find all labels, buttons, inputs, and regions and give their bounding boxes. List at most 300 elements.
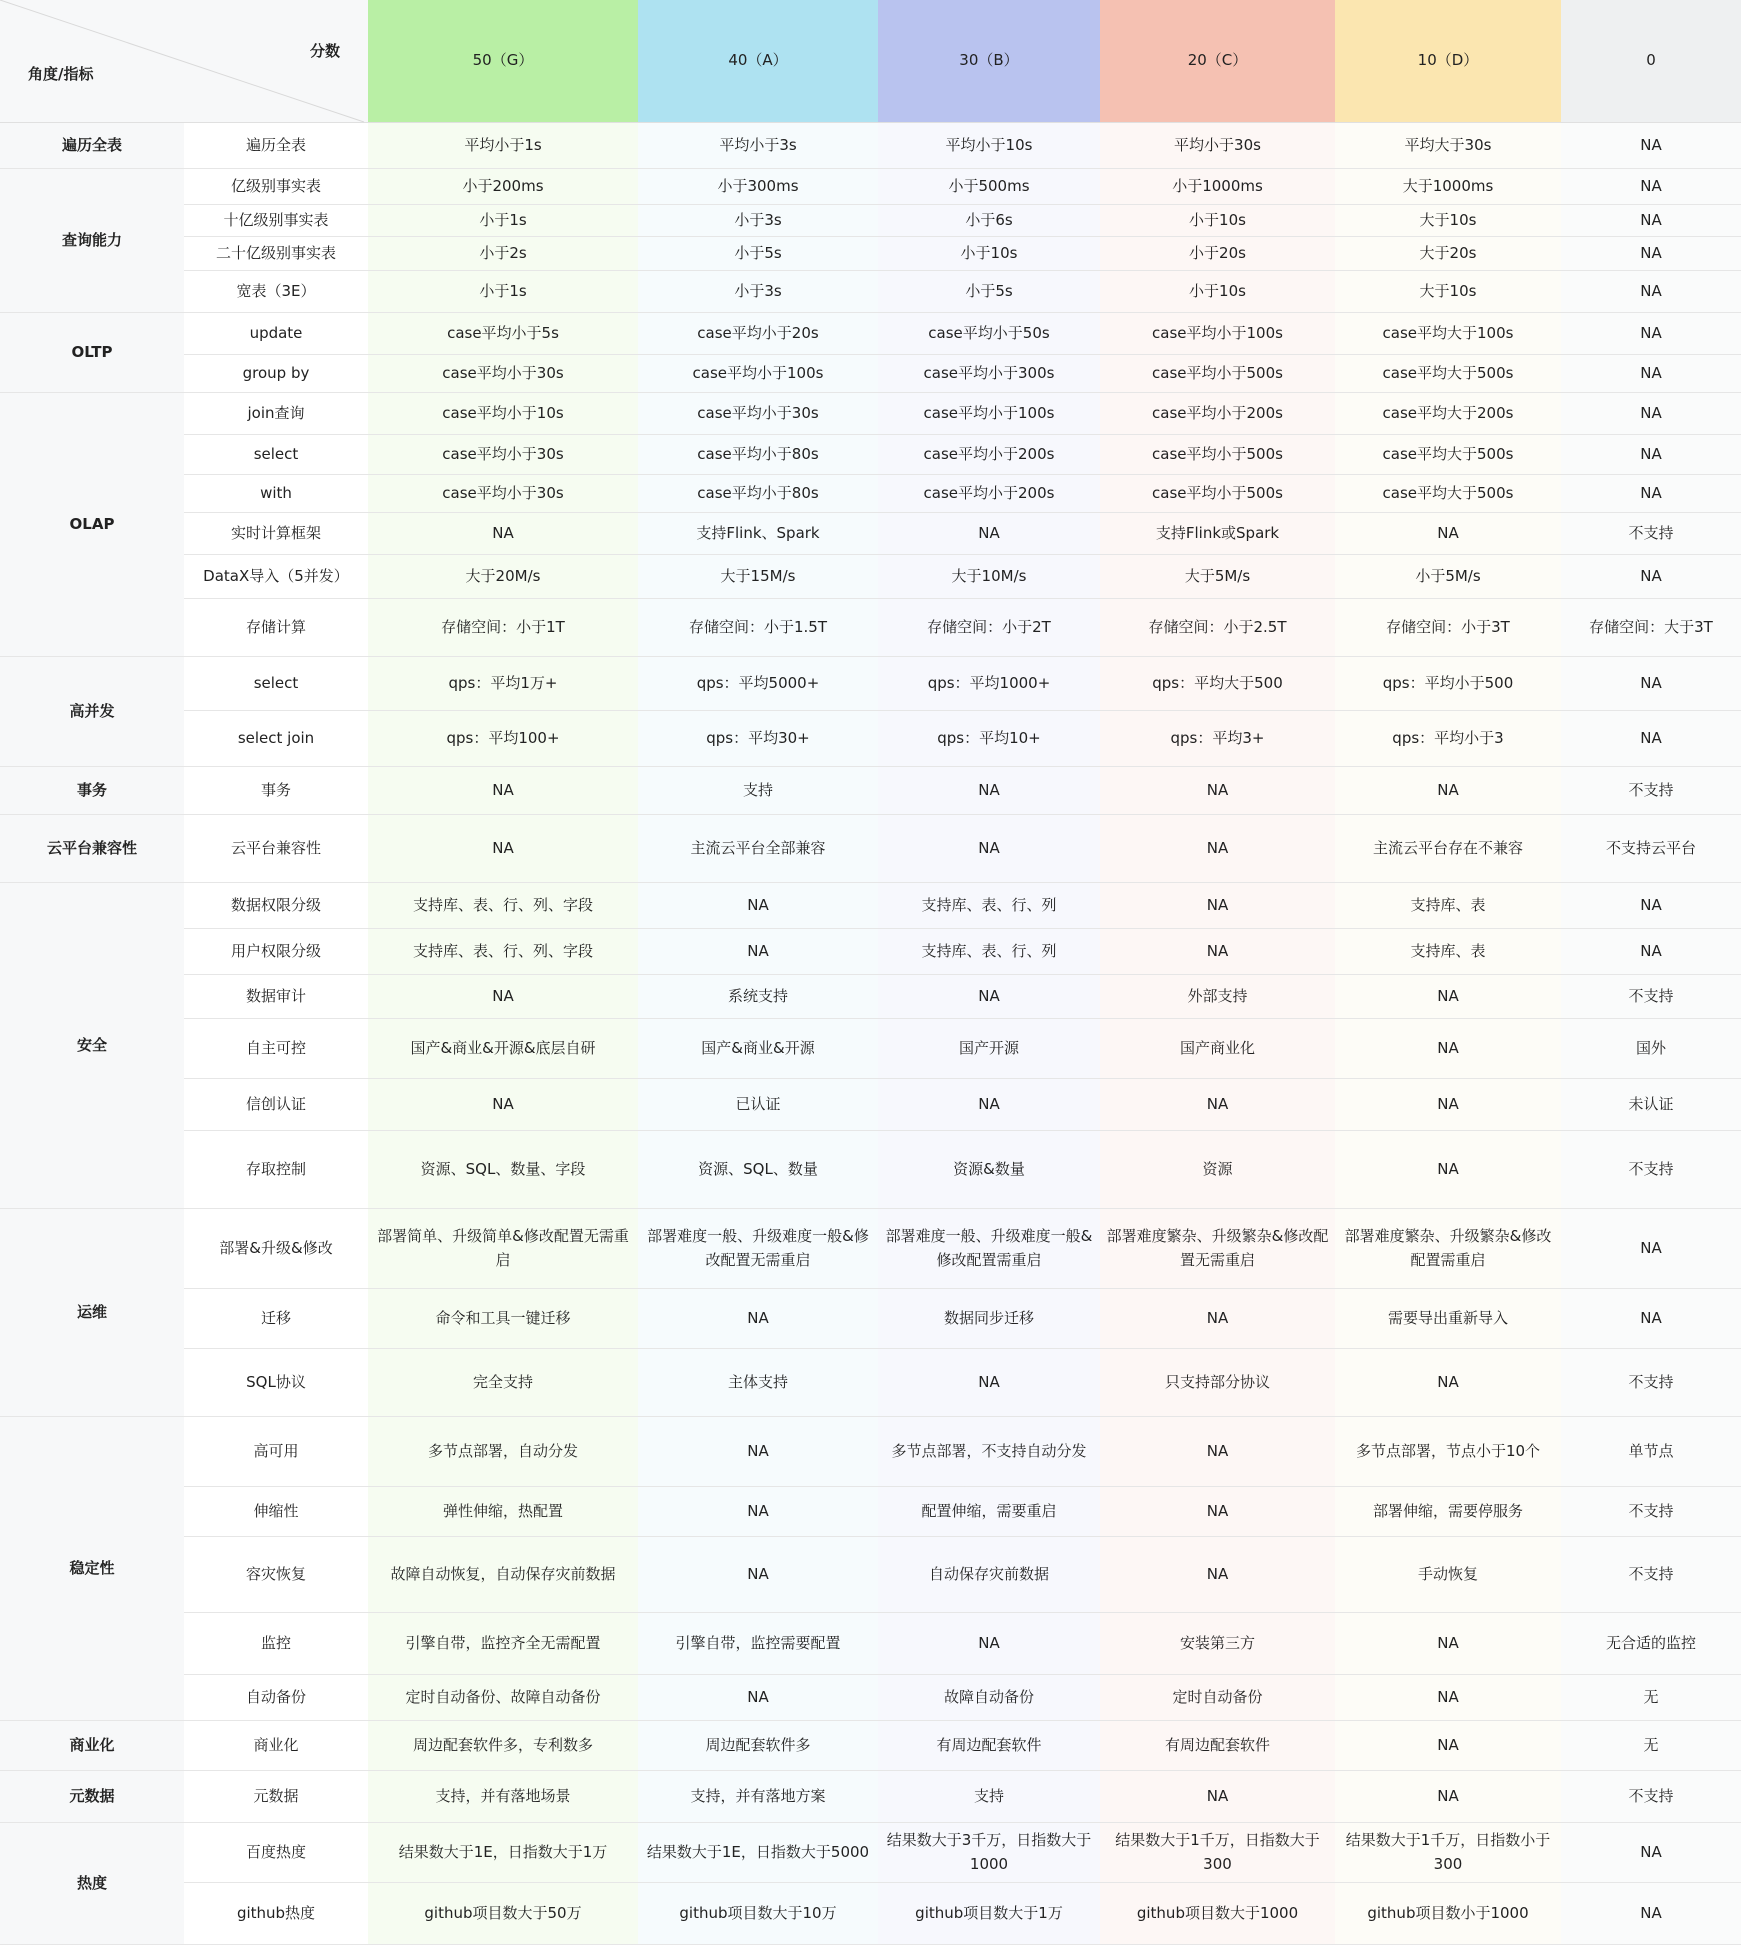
- score-cell: qps：平均小于3: [1335, 711, 1561, 767]
- score-cell: 多节点部署，节点小于10个: [1335, 1417, 1561, 1487]
- category-cell: 高并发: [0, 657, 184, 767]
- score-cell: 资源: [1100, 1131, 1335, 1209]
- score-cell: 主流云平台存在不兼容: [1335, 815, 1561, 883]
- score-cell: 平均小于30s: [1100, 123, 1335, 169]
- score-cell: NA: [1100, 1487, 1335, 1537]
- score-cell: 小于1000ms: [1100, 169, 1335, 205]
- score-cell: qps：平均小于500: [1335, 657, 1561, 711]
- score-cell: 资源&数量: [878, 1131, 1100, 1209]
- score-cell: qps：平均1万+: [368, 657, 638, 711]
- score-cell: 完全支持: [368, 1349, 638, 1417]
- score-cell: NA: [878, 1079, 1100, 1131]
- table-row: [0, 123, 1741, 169]
- indicator-cell: 数据权限分级: [184, 883, 368, 929]
- table-row: [0, 1537, 1741, 1613]
- score-cell: 不支持: [1561, 1771, 1741, 1823]
- score-cell: 部署难度繁杂、升级繁杂&修改配置需重启: [1335, 1209, 1561, 1289]
- score-cell: 部署难度一般、升级难度一般&修改配置无需重启: [638, 1209, 878, 1289]
- indicator-cell: 十亿级别事实表: [184, 205, 368, 237]
- score-cell: NA: [1561, 355, 1741, 393]
- score-cell: qps：平均3+: [1100, 711, 1335, 767]
- score-cell: NA: [1561, 475, 1741, 513]
- score-cell: NA: [638, 929, 878, 975]
- score-cell: qps：平均30+: [638, 711, 878, 767]
- indicator-cell: 部署&升级&修改: [184, 1209, 368, 1289]
- score-cell: 无: [1561, 1721, 1741, 1771]
- score-cell: 支持库、表: [1335, 929, 1561, 975]
- score-cell: case平均小于80s: [638, 435, 878, 475]
- table-row: [0, 767, 1741, 815]
- score-cell: NA: [1561, 271, 1741, 313]
- score-cell: github项目数大于10万: [638, 1883, 878, 1945]
- score-cell: case平均大于500s: [1335, 475, 1561, 513]
- score-cell: 小于10s: [878, 237, 1100, 271]
- score-cell: 国产&商业&开源: [638, 1019, 878, 1079]
- score-cell: 平均小于10s: [878, 123, 1100, 169]
- score-cell: 资源、SQL、数量、字段: [368, 1131, 638, 1209]
- score-cell: NA: [368, 513, 638, 555]
- score-cell: case平均小于300s: [878, 355, 1100, 393]
- score-cell: NA: [1100, 1771, 1335, 1823]
- indicator-cell: select: [184, 435, 368, 475]
- score-cell: NA: [638, 1289, 878, 1349]
- score-cell: 不支持: [1561, 1537, 1741, 1613]
- score-cell: 已认证: [638, 1079, 878, 1131]
- table-row: [0, 657, 1741, 711]
- score-cell: 支持Flink、Spark: [638, 513, 878, 555]
- score-cell: case平均小于500s: [1100, 355, 1335, 393]
- score-cell: 存储空间：小于1.5T: [638, 599, 878, 657]
- score-cell: 只支持部分协议: [1100, 1349, 1335, 1417]
- score-cell: NA: [1335, 1613, 1561, 1675]
- score-cell: github项目数大于50万: [368, 1883, 638, 1945]
- score-cell: 不支持: [1561, 767, 1741, 815]
- table-row: [0, 1883, 1741, 1945]
- score-cell: 小于300ms: [638, 169, 878, 205]
- table-row: [0, 815, 1741, 883]
- indicator-cell: with: [184, 475, 368, 513]
- table-row: [0, 555, 1741, 599]
- score-cell: 单节点: [1561, 1417, 1741, 1487]
- score-header-a: 40（A）: [638, 0, 878, 123]
- score-cell: 大于5M/s: [1100, 555, 1335, 599]
- score-cell: qps：平均1000+: [878, 657, 1100, 711]
- category-cell: 查询能力: [0, 169, 184, 313]
- score-cell: NA: [1335, 1675, 1561, 1721]
- table-row: [0, 313, 1741, 355]
- category-cell: 安全: [0, 883, 184, 1209]
- score-cell: 平均大于30s: [1335, 123, 1561, 169]
- score-cell: 结果数大于3千万，日指数大于1000: [878, 1823, 1100, 1883]
- score-cell: 支持: [638, 767, 878, 815]
- score-cell: NA: [1335, 1019, 1561, 1079]
- score-cell: 结果数大于1千万，日指数小于300: [1335, 1823, 1561, 1883]
- score-cell: NA: [1335, 1131, 1561, 1209]
- indicator-cell: 云平台兼容性: [184, 815, 368, 883]
- indicator-cell: 伸缩性: [184, 1487, 368, 1537]
- score-cell: 系统支持: [638, 975, 878, 1019]
- table-row: [0, 1771, 1741, 1823]
- score-cell: 小于5M/s: [1335, 555, 1561, 599]
- table-row: [0, 1823, 1741, 1883]
- table-row: [0, 1289, 1741, 1349]
- score-cell: NA: [1561, 123, 1741, 169]
- score-cell: 大于20M/s: [368, 555, 638, 599]
- score-cell: 不支持云平台: [1561, 815, 1741, 883]
- score-cell: 不支持: [1561, 513, 1741, 555]
- score-cell: NA: [878, 1349, 1100, 1417]
- table-row: [0, 599, 1741, 657]
- score-cell: case平均大于500s: [1335, 435, 1561, 475]
- score-cell: 支持，并有落地场景: [368, 1771, 638, 1823]
- score-cell: 安装第三方: [1100, 1613, 1335, 1675]
- score-cell: case平均小于100s: [1100, 313, 1335, 355]
- indicator-cell: update: [184, 313, 368, 355]
- score-cell: 有周边配套软件: [878, 1721, 1100, 1771]
- score-cell: NA: [1335, 513, 1561, 555]
- score-cell: case平均小于500s: [1100, 435, 1335, 475]
- score-header-g: 50（G）: [368, 0, 638, 123]
- score-cell: case平均大于500s: [1335, 355, 1561, 393]
- score-cell: case平均小于5s: [368, 313, 638, 355]
- score-cell: NA: [1100, 929, 1335, 975]
- score-cell: case平均小于80s: [638, 475, 878, 513]
- score-cell: 支持库、表、行、列、字段: [368, 929, 638, 975]
- category-cell: 遍历全表: [0, 123, 184, 169]
- score-cell: 存储空间：小于2.5T: [1100, 599, 1335, 657]
- score-cell: NA: [1100, 1537, 1335, 1613]
- score-cell: case平均小于30s: [368, 435, 638, 475]
- score-cell: NA: [1561, 555, 1741, 599]
- table-row: [0, 1721, 1741, 1771]
- score-cell: 未认证: [1561, 1079, 1741, 1131]
- score-cell: 资源、SQL、数量: [638, 1131, 878, 1209]
- indicator-cell: 商业化: [184, 1721, 368, 1771]
- score-cell: 引擎自带，监控齐全无需配置: [368, 1613, 638, 1675]
- score-cell: 周边配套软件多: [638, 1721, 878, 1771]
- score-cell: 小于10s: [1100, 271, 1335, 313]
- score-cell: case平均小于100s: [878, 393, 1100, 435]
- score-cell: qps：平均100+: [368, 711, 638, 767]
- category-cell: 稳定性: [0, 1417, 184, 1721]
- score-cell: NA: [638, 883, 878, 929]
- score-cell: 部署简单、升级简单&修改配置无需重启: [368, 1209, 638, 1289]
- score-cell: 弹性伸缩，热配置: [368, 1487, 638, 1537]
- score-cell: case平均小于100s: [638, 355, 878, 393]
- score-cell: NA: [878, 815, 1100, 883]
- score-cell: case平均小于200s: [1100, 393, 1335, 435]
- indicator-cell: 二十亿级别事实表: [184, 237, 368, 271]
- indicator-cell: 数据审计: [184, 975, 368, 1019]
- table-row: [0, 711, 1741, 767]
- score-cell: 平均小于3s: [638, 123, 878, 169]
- indicator-cell: 遍历全表: [184, 123, 368, 169]
- score-cell: 支持库、表: [1335, 883, 1561, 929]
- indicator-cell: 自动备份: [184, 1675, 368, 1721]
- score-cell: NA: [1561, 169, 1741, 205]
- table-row: [0, 1209, 1741, 1289]
- table-row: [0, 355, 1741, 393]
- score-cell: case平均小于30s: [368, 355, 638, 393]
- table-row: [0, 169, 1741, 205]
- score-cell: 多节点部署，自动分发: [368, 1417, 638, 1487]
- score-cell: NA: [1561, 313, 1741, 355]
- score-cell: 小于2s: [368, 237, 638, 271]
- score-cell: 支持: [878, 1771, 1100, 1823]
- indicator-cell: 自主可控: [184, 1019, 368, 1079]
- score-cell: 国产商业化: [1100, 1019, 1335, 1079]
- score-cell: 大于10s: [1335, 205, 1561, 237]
- score-cell: 大于20s: [1335, 237, 1561, 271]
- score-cell: NA: [368, 815, 638, 883]
- indicator-cell: join查询: [184, 393, 368, 435]
- indicator-cell: 百度热度: [184, 1823, 368, 1883]
- score-cell: case平均小于30s: [368, 475, 638, 513]
- score-cell: case平均小于500s: [1100, 475, 1335, 513]
- category-cell: OLAP: [0, 393, 184, 657]
- score-cell: NA: [1561, 1209, 1741, 1289]
- score-cell: 国外: [1561, 1019, 1741, 1079]
- indicator-cell: SQL协议: [184, 1349, 368, 1417]
- score-cell: 支持，并有落地方案: [638, 1771, 878, 1823]
- score-cell: 故障自动备份: [878, 1675, 1100, 1721]
- score-cell: NA: [1561, 435, 1741, 475]
- score-cell: 小于20s: [1100, 237, 1335, 271]
- table-row: [0, 1417, 1741, 1487]
- table-row: [0, 435, 1741, 475]
- table-row: [0, 1079, 1741, 1131]
- table-row: [0, 475, 1741, 513]
- category-cell: 商业化: [0, 1721, 184, 1771]
- table-row: [0, 393, 1741, 435]
- score-cell: 引擎自带，监控需要配置: [638, 1613, 878, 1675]
- category-cell: OLTP: [0, 313, 184, 393]
- score-cell: 大于10M/s: [878, 555, 1100, 599]
- score-cell: 平均小于1s: [368, 123, 638, 169]
- score-cell: 外部支持: [1100, 975, 1335, 1019]
- score-cell: NA: [1335, 975, 1561, 1019]
- score-cell: 部署难度一般、升级难度一般&修改配置需重启: [878, 1209, 1100, 1289]
- indicator-cell: DataX导入（5并发）: [184, 555, 368, 599]
- table-row: [0, 929, 1741, 975]
- indicator-cell: 容灾恢复: [184, 1537, 368, 1613]
- score-cell: NA: [1100, 1289, 1335, 1349]
- indicator-cell: 宽表（3E）: [184, 271, 368, 313]
- indicator-cell: 迁移: [184, 1289, 368, 1349]
- score-cell: NA: [1100, 1417, 1335, 1487]
- score-cell: 部署难度繁杂、升级繁杂&修改配置无需重启: [1100, 1209, 1335, 1289]
- score-cell: NA: [1335, 1079, 1561, 1131]
- score-cell: 小于1s: [368, 205, 638, 237]
- score-cell: NA: [638, 1675, 878, 1721]
- score-cell: 小于10s: [1100, 205, 1335, 237]
- score-cell: github项目数大于1000: [1100, 1883, 1335, 1945]
- score-cell: NA: [1561, 883, 1741, 929]
- table-row: [0, 237, 1741, 271]
- score-cell: qps：平均10+: [878, 711, 1100, 767]
- table-row: [0, 205, 1741, 237]
- score-cell: 大于1000ms: [1335, 169, 1561, 205]
- indicator-cell: 亿级别事实表: [184, 169, 368, 205]
- indicator-cell: group by: [184, 355, 368, 393]
- score-cell: case平均小于200s: [878, 435, 1100, 475]
- corner-angle-label: 角度/指标: [28, 64, 94, 83]
- score-cell: 小于1s: [368, 271, 638, 313]
- score-cell: 支持库、表、行、列: [878, 929, 1100, 975]
- score-cell: NA: [1100, 1079, 1335, 1131]
- score-cell: github项目数大于1万: [878, 1883, 1100, 1945]
- score-cell: NA: [1561, 711, 1741, 767]
- table-row: [0, 513, 1741, 555]
- table-body: [0, 123, 1741, 1945]
- score-cell: NA: [368, 1079, 638, 1131]
- score-cell: 小于3s: [638, 205, 878, 237]
- score-cell: 多节点部署，不支持自动分发: [878, 1417, 1100, 1487]
- score-cell: 主体支持: [638, 1349, 878, 1417]
- corner-header: [0, 0, 368, 123]
- score-cell: 大于15M/s: [638, 555, 878, 599]
- category-cell: 热度: [0, 1823, 184, 1945]
- score-cell: 小于3s: [638, 271, 878, 313]
- score-cell: case平均大于200s: [1335, 393, 1561, 435]
- indicator-cell: 事务: [184, 767, 368, 815]
- indicator-cell: 实时计算框架: [184, 513, 368, 555]
- indicator-cell: github热度: [184, 1883, 368, 1945]
- score-cell: 部署伸缩，需要停服务: [1335, 1487, 1561, 1537]
- score-cell: 支持库、表、行、列、字段: [368, 883, 638, 929]
- header-row: [0, 0, 1741, 123]
- score-cell: 存储空间：小于3T: [1335, 599, 1561, 657]
- score-cell: 国产开源: [878, 1019, 1100, 1079]
- score-cell: NA: [1335, 1349, 1561, 1417]
- indicator-cell: 监控: [184, 1613, 368, 1675]
- score-cell: NA: [1100, 883, 1335, 929]
- category-cell: 事务: [0, 767, 184, 815]
- score-cell: 存储空间：小于2T: [878, 599, 1100, 657]
- score-cell: NA: [1335, 1721, 1561, 1771]
- score-cell: NA: [1561, 393, 1741, 435]
- score-cell: case平均大于100s: [1335, 313, 1561, 355]
- score-cell: case平均小于20s: [638, 313, 878, 355]
- score-cell: 国产&商业&开源&底层自研: [368, 1019, 638, 1079]
- score-cell: 结果数大于1E，日指数大于1万: [368, 1823, 638, 1883]
- indicator-cell: 用户权限分级: [184, 929, 368, 975]
- score-cell: case平均小于30s: [638, 393, 878, 435]
- table-row: [0, 271, 1741, 313]
- score-cell: 自动保存灾前数据: [878, 1537, 1100, 1613]
- score-cell: 周边配套软件多，专利数多: [368, 1721, 638, 1771]
- score-cell: 命令和工具一键迁移: [368, 1289, 638, 1349]
- score-cell: NA: [1335, 767, 1561, 815]
- score-cell: NA: [1561, 237, 1741, 271]
- score-cell: 存储空间：小于1T: [368, 599, 638, 657]
- score-cell: 手动恢复: [1335, 1537, 1561, 1613]
- score-cell: NA: [1561, 657, 1741, 711]
- score-cell: NA: [878, 975, 1100, 1019]
- score-cell: NA: [1561, 1289, 1741, 1349]
- score-cell: NA: [1561, 1883, 1741, 1945]
- table-row: [0, 1019, 1741, 1079]
- table-row: [0, 1675, 1741, 1721]
- score-cell: qps：平均大于500: [1100, 657, 1335, 711]
- indicator-cell: select: [184, 657, 368, 711]
- score-cell: 大于10s: [1335, 271, 1561, 313]
- score-cell: case平均小于10s: [368, 393, 638, 435]
- score-cell: NA: [638, 1417, 878, 1487]
- score-cell: 不支持: [1561, 1487, 1741, 1537]
- table-row: [0, 975, 1741, 1019]
- score-cell: github项目数小于1000: [1335, 1883, 1561, 1945]
- score-header-c: 20（C）: [1100, 0, 1335, 123]
- score-cell: NA: [368, 767, 638, 815]
- score-cell: NA: [878, 1613, 1100, 1675]
- score-cell: NA: [1100, 815, 1335, 883]
- score-cell: 需要导出重新导入: [1335, 1289, 1561, 1349]
- table-row: [0, 1487, 1741, 1537]
- score-cell: NA: [368, 975, 638, 1019]
- score-cell: 支持Flink或Spark: [1100, 513, 1335, 555]
- score-cell: 小于500ms: [878, 169, 1100, 205]
- score-cell: NA: [638, 1537, 878, 1613]
- score-cell: NA: [878, 513, 1100, 555]
- score-cell: NA: [1561, 929, 1741, 975]
- table-row: [0, 1613, 1741, 1675]
- score-cell: 定时自动备份、故障自动备份: [368, 1675, 638, 1721]
- score-cell: 不支持: [1561, 975, 1741, 1019]
- score-cell: 故障自动恢复，自动保存灾前数据: [368, 1537, 638, 1613]
- score-cell: case平均小于200s: [878, 475, 1100, 513]
- score-cell: 无: [1561, 1675, 1741, 1721]
- score-cell: NA: [1335, 1771, 1561, 1823]
- corner-score-label: 分数: [309, 42, 340, 60]
- score-cell: 小于5s: [638, 237, 878, 271]
- score-cell: 结果数大于1千万，日指数大于300: [1100, 1823, 1335, 1883]
- table-row: [0, 883, 1741, 929]
- category-cell: 运维: [0, 1209, 184, 1417]
- score-cell: 有周边配套软件: [1100, 1721, 1335, 1771]
- score-cell: 无合适的监控: [1561, 1613, 1741, 1675]
- category-cell: 云平台兼容性: [0, 815, 184, 883]
- score-cell: 不支持: [1561, 1131, 1741, 1209]
- table-row: [0, 1349, 1741, 1417]
- indicator-cell: 信创认证: [184, 1079, 368, 1131]
- score-header-b: 30（B）: [878, 0, 1100, 123]
- score-cell: 存储空间：大于3T: [1561, 599, 1741, 657]
- score-cell: 小于5s: [878, 271, 1100, 313]
- indicator-cell: 存储计算: [184, 599, 368, 657]
- score-header-zero: 0: [1561, 0, 1741, 123]
- indicator-cell: 存取控制: [184, 1131, 368, 1209]
- score-cell: 不支持: [1561, 1349, 1741, 1417]
- score-cell: NA: [638, 1487, 878, 1537]
- table-row: [0, 1131, 1741, 1209]
- category-cell: 元数据: [0, 1771, 184, 1823]
- score-cell: 定时自动备份: [1100, 1675, 1335, 1721]
- score-cell: 小于200ms: [368, 169, 638, 205]
- score-cell: 数据同步迁移: [878, 1289, 1100, 1349]
- indicator-cell: 高可用: [184, 1417, 368, 1487]
- indicator-cell: select join: [184, 711, 368, 767]
- score-cell: 配置伸缩，需要重启: [878, 1487, 1100, 1537]
- indicator-cell: 元数据: [184, 1771, 368, 1823]
- score-cell: NA: [1100, 767, 1335, 815]
- score-cell: 支持库、表、行、列: [878, 883, 1100, 929]
- score-cell: 小于6s: [878, 205, 1100, 237]
- score-cell: NA: [1561, 1823, 1741, 1883]
- score-cell: qps：平均5000+: [638, 657, 878, 711]
- score-cell: 结果数大于1E，日指数大于5000: [638, 1823, 878, 1883]
- score-cell: NA: [1561, 205, 1741, 237]
